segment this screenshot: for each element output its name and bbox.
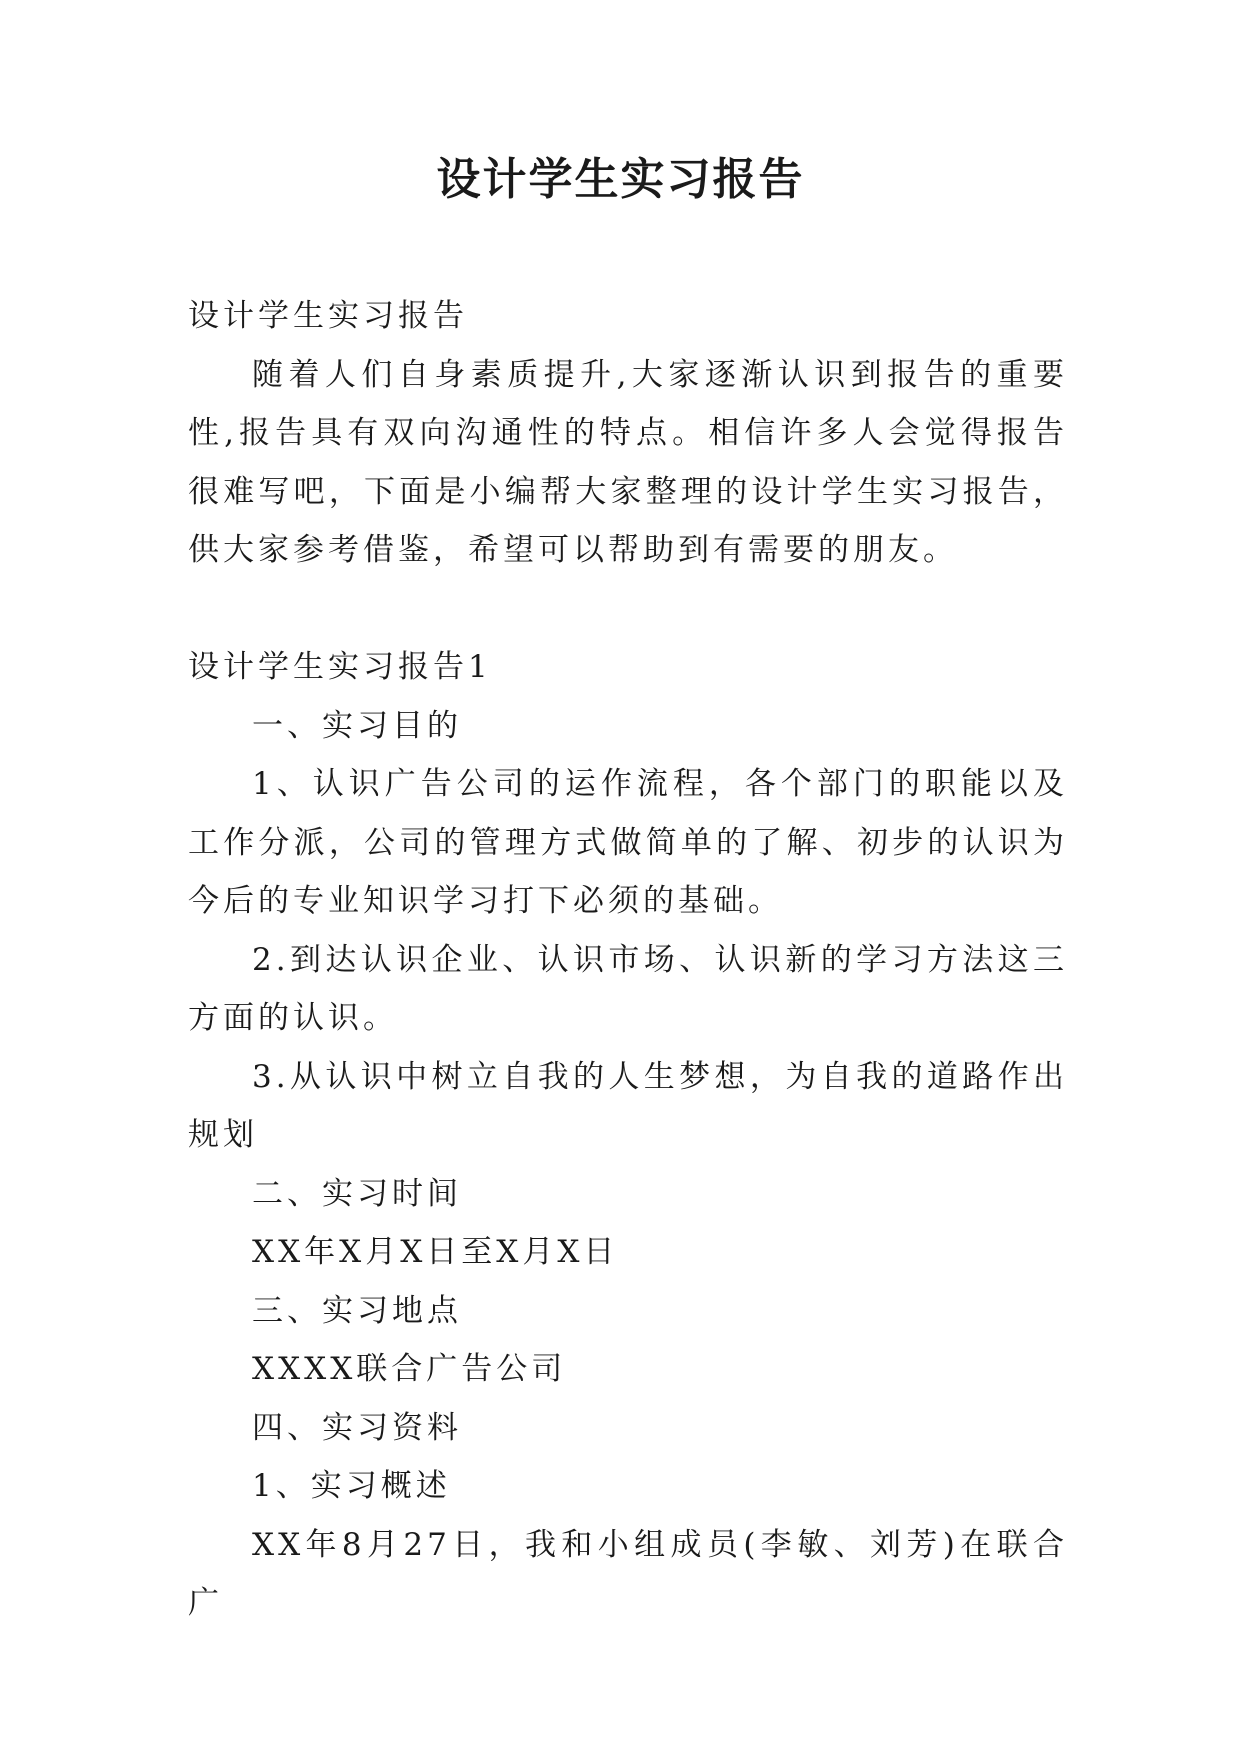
document-title: 设计学生实习报告 bbox=[436, 154, 805, 205]
intro-heading: 设计学生实习报告 bbox=[188, 298, 468, 334]
paragraph-spacer bbox=[188, 580, 1068, 639]
purpose-item-3: 3.从认识中树立自我的人生梦想，为自我的道路作出规划 bbox=[188, 1058, 1068, 1153]
internship-time: XX年X月X日至X月X日 bbox=[252, 1234, 619, 1270]
internship-location: XXXX联合广告公司 bbox=[252, 1351, 567, 1387]
intro-paragraph: 随着人们自身素质提升,大家逐渐认识到报告的重要性,报告具有双向沟通性的特点。相信许多人会觉得报告很难写吧，下面是小编帮大家整理的设计学生实习报告，供大家参考借鉴，希望可以帮助到有需要的朋友。 bbox=[188, 356, 1068, 568]
purpose-item-2: 2.到达认识企业、认识市场、认识新的学习方法这三方面的认识。 bbox=[188, 941, 1068, 1036]
section-time-heading: 二、实习时间 bbox=[252, 1175, 462, 1212]
document-body bbox=[188, 287, 1068, 1633]
report-1-heading: 设计学生实习报告1 bbox=[188, 649, 492, 685]
section-location-heading: 三、实习地点 bbox=[252, 1292, 462, 1329]
overview-text: XX年8月27日，我和小组成员(李敏、刘芳)在联合广 bbox=[188, 1526, 1068, 1621]
section-material-heading: 四、实习资料 bbox=[252, 1409, 462, 1446]
purpose-item-1: 1、认识广告公司的运作流程，各个部门的职能以及工作分派，公司的管理方式做简单的了解、初步的认识为今后的专业知识学习打下必须的基础。 bbox=[188, 766, 1068, 919]
overview-heading: 1、实习概述 bbox=[252, 1468, 451, 1504]
section-purpose-heading: 一、实习目的 bbox=[252, 707, 462, 744]
